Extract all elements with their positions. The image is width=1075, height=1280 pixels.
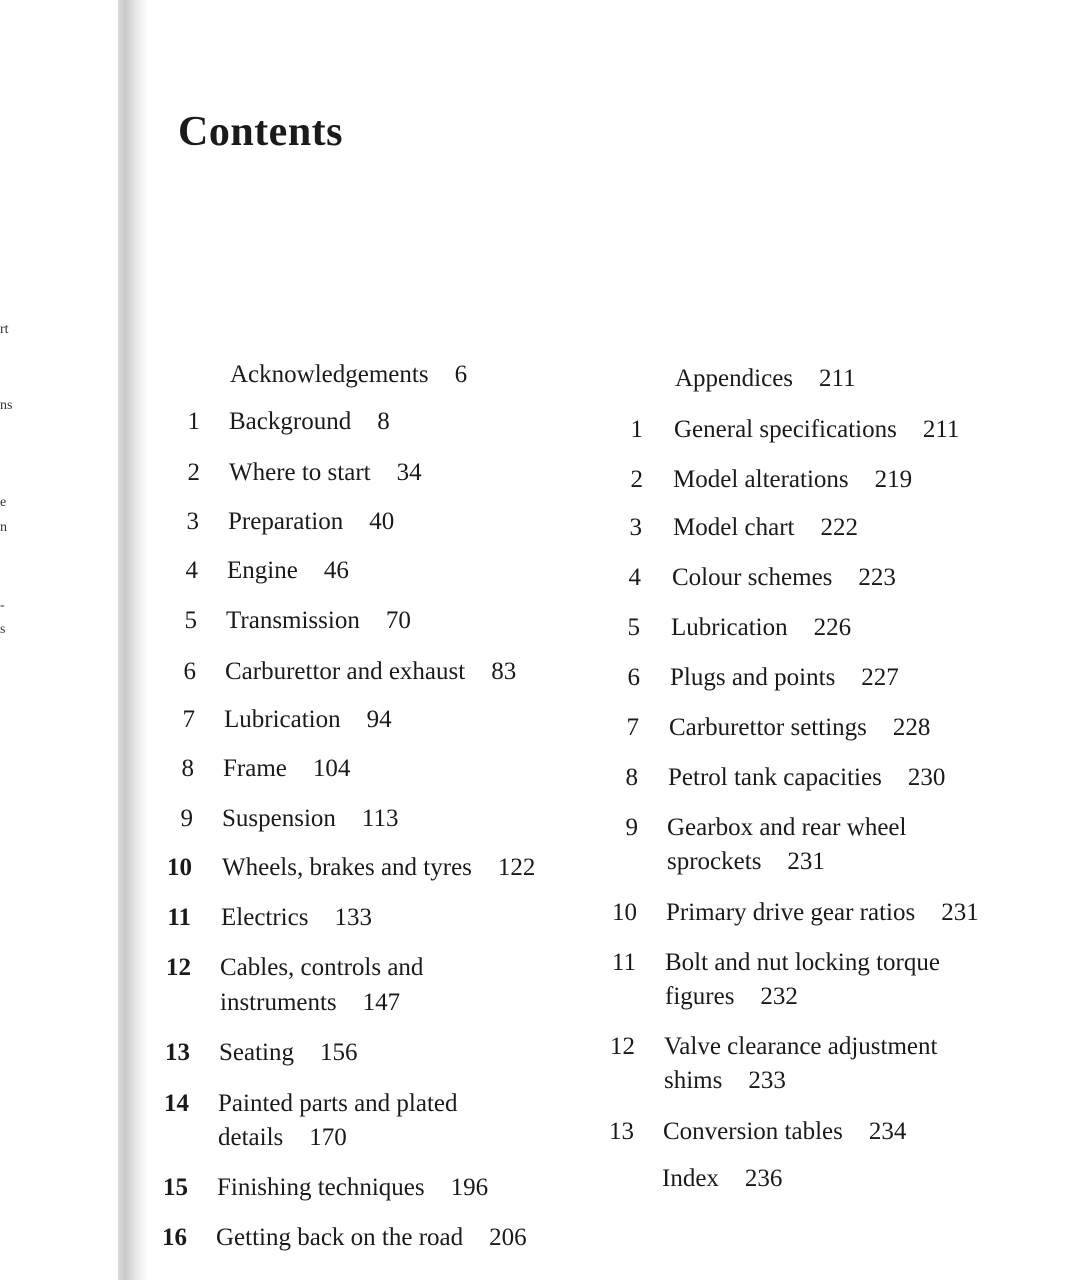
chapter-number: 2	[187, 459, 200, 486]
chapter-number: 3	[629, 514, 642, 541]
chapter-title: Model alterations 219	[673, 466, 913, 493]
page-number: 170	[309, 1124, 347, 1151]
chapter-title: Acknowledgements 6	[230, 361, 468, 388]
margin-fragment: rt	[0, 322, 9, 337]
chapter-number: 4	[185, 557, 198, 584]
chapter-title: Engine 46	[227, 557, 349, 584]
chapter-title-continued: details 170	[218, 1124, 347, 1151]
page-number: 230	[907, 764, 946, 791]
page-number: 8	[377, 408, 390, 435]
chapter-title: Appendices 211	[675, 365, 856, 392]
page-number: 156	[320, 1039, 358, 1066]
chapter-title: Carburettor and exhaust 83	[225, 658, 517, 685]
page-number: 6	[454, 361, 468, 388]
page-number: 211	[819, 365, 856, 392]
chapter-title: Plugs and points 227	[670, 664, 899, 691]
page-number: 231	[787, 848, 825, 875]
margin-fragment: n	[0, 520, 7, 535]
chapter-title-continued: figures 232	[665, 983, 798, 1010]
chapter-number: 13	[609, 1118, 634, 1145]
page-number: 219	[874, 466, 913, 493]
page-number: 70	[385, 607, 411, 634]
chapter-title: Preparation 40	[228, 508, 395, 535]
chapter-title: Conversion tables 234	[663, 1118, 907, 1145]
page-number: 233	[748, 1067, 786, 1094]
chapter-number: 8	[181, 755, 194, 782]
facing-page-edge	[0, 0, 128, 1280]
chapter-number: 16	[162, 1224, 187, 1251]
page-number: 236	[744, 1165, 783, 1192]
chapter-number: 11	[167, 904, 191, 931]
chapter-title: Valve clearance adjustment	[664, 1033, 938, 1060]
page-number: 232	[760, 983, 798, 1010]
chapter-number: 4	[628, 564, 641, 591]
chapter-number: 2	[630, 466, 643, 493]
chapter-number: 6	[627, 664, 640, 691]
page-number: 234	[868, 1118, 907, 1145]
page-gutter	[118, 0, 148, 1280]
chapter-title: Background 8	[229, 408, 390, 435]
page-number: 113	[361, 805, 399, 832]
chapter-title: Petrol tank capacities 230	[668, 764, 946, 791]
chapter-title: Suspension 113	[222, 805, 399, 832]
chapter-title: Where to start 34	[229, 459, 422, 486]
chapter-number: 5	[184, 607, 197, 634]
chapter-title: Electrics 133	[221, 904, 372, 931]
chapter-number: 9	[180, 805, 193, 832]
chapter-title: Frame 104	[223, 755, 351, 782]
page-number: 40	[369, 508, 395, 535]
chapter-title-continued: instruments 147	[220, 989, 401, 1016]
chapter-number: 9	[625, 814, 638, 841]
chapter-title: Seating 156	[219, 1039, 358, 1066]
page-number: 133	[334, 904, 372, 931]
chapter-title-continued: shims 233	[664, 1067, 786, 1094]
chapter-number: 11	[611, 949, 636, 976]
chapter-number: 3	[186, 508, 199, 535]
page-number: 147	[362, 989, 401, 1016]
page-number: 196	[450, 1174, 489, 1201]
chapter-number: 8	[625, 764, 638, 791]
chapter-title: Cables, controls and	[220, 954, 424, 981]
chapter-title: Lubrication 226	[671, 614, 852, 641]
chapter-title: Wheels, brakes and tyres 122	[222, 854, 536, 881]
chapter-number: 7	[626, 714, 639, 741]
chapter-number: 10	[167, 854, 192, 881]
page-number: 222	[820, 514, 858, 541]
chapter-title: Lubrication 94	[224, 706, 392, 733]
chapter-title: Index 236	[662, 1165, 783, 1192]
chapter-number: 1	[630, 416, 643, 443]
page-number: 227	[861, 664, 899, 691]
page-number: 223	[858, 564, 896, 591]
page-number: 228	[892, 714, 931, 741]
margin-fragment: ns	[0, 398, 13, 413]
page-number: 46	[323, 557, 349, 584]
chapter-number: 10	[612, 899, 637, 926]
page-number: 104	[312, 755, 351, 782]
page-number: 231	[941, 899, 979, 926]
chapter-number: 14	[164, 1090, 189, 1117]
chapter-title-continued: sprockets 231	[667, 848, 825, 875]
chapter-number: 13	[165, 1039, 190, 1066]
chapter-title: Finishing techniques 196	[217, 1174, 489, 1201]
page-title: Contents	[178, 109, 344, 155]
page-number: 34	[396, 459, 422, 486]
page-number: 226	[813, 614, 852, 641]
page-number: 122	[497, 854, 536, 881]
chapter-title: Model chart 222	[673, 514, 858, 541]
chapter-title: Gearbox and rear wheel	[667, 814, 907, 841]
page-number: 83	[491, 658, 517, 685]
page-number: 206	[489, 1224, 527, 1251]
chapter-number: 6	[183, 658, 196, 685]
chapter-number: 5	[627, 614, 640, 641]
chapter-number: 7	[182, 706, 195, 733]
chapter-number: 1	[187, 408, 200, 435]
margin-fragment: -	[0, 598, 5, 613]
margin-fragment: e	[0, 495, 7, 510]
chapter-title: Colour schemes 223	[672, 564, 896, 591]
chapter-title: Painted parts and plated	[218, 1090, 458, 1117]
chapter-title: Transmission 70	[226, 607, 411, 634]
chapter-number: 12	[166, 954, 191, 981]
chapter-title: Carburettor settings 228	[669, 714, 931, 741]
page-number: 94	[366, 706, 392, 733]
page-number: 211	[922, 416, 960, 443]
chapter-title: Getting back on the road 206	[216, 1224, 527, 1251]
chapter-number: 12	[610, 1033, 635, 1060]
margin-fragment: s	[0, 622, 6, 637]
chapter-title: Primary drive gear ratios 231	[666, 899, 979, 926]
chapter-title: Bolt and nut locking torque	[665, 949, 940, 976]
chapter-title: General specifications 211	[674, 416, 960, 443]
chapter-number: 15	[163, 1174, 188, 1201]
